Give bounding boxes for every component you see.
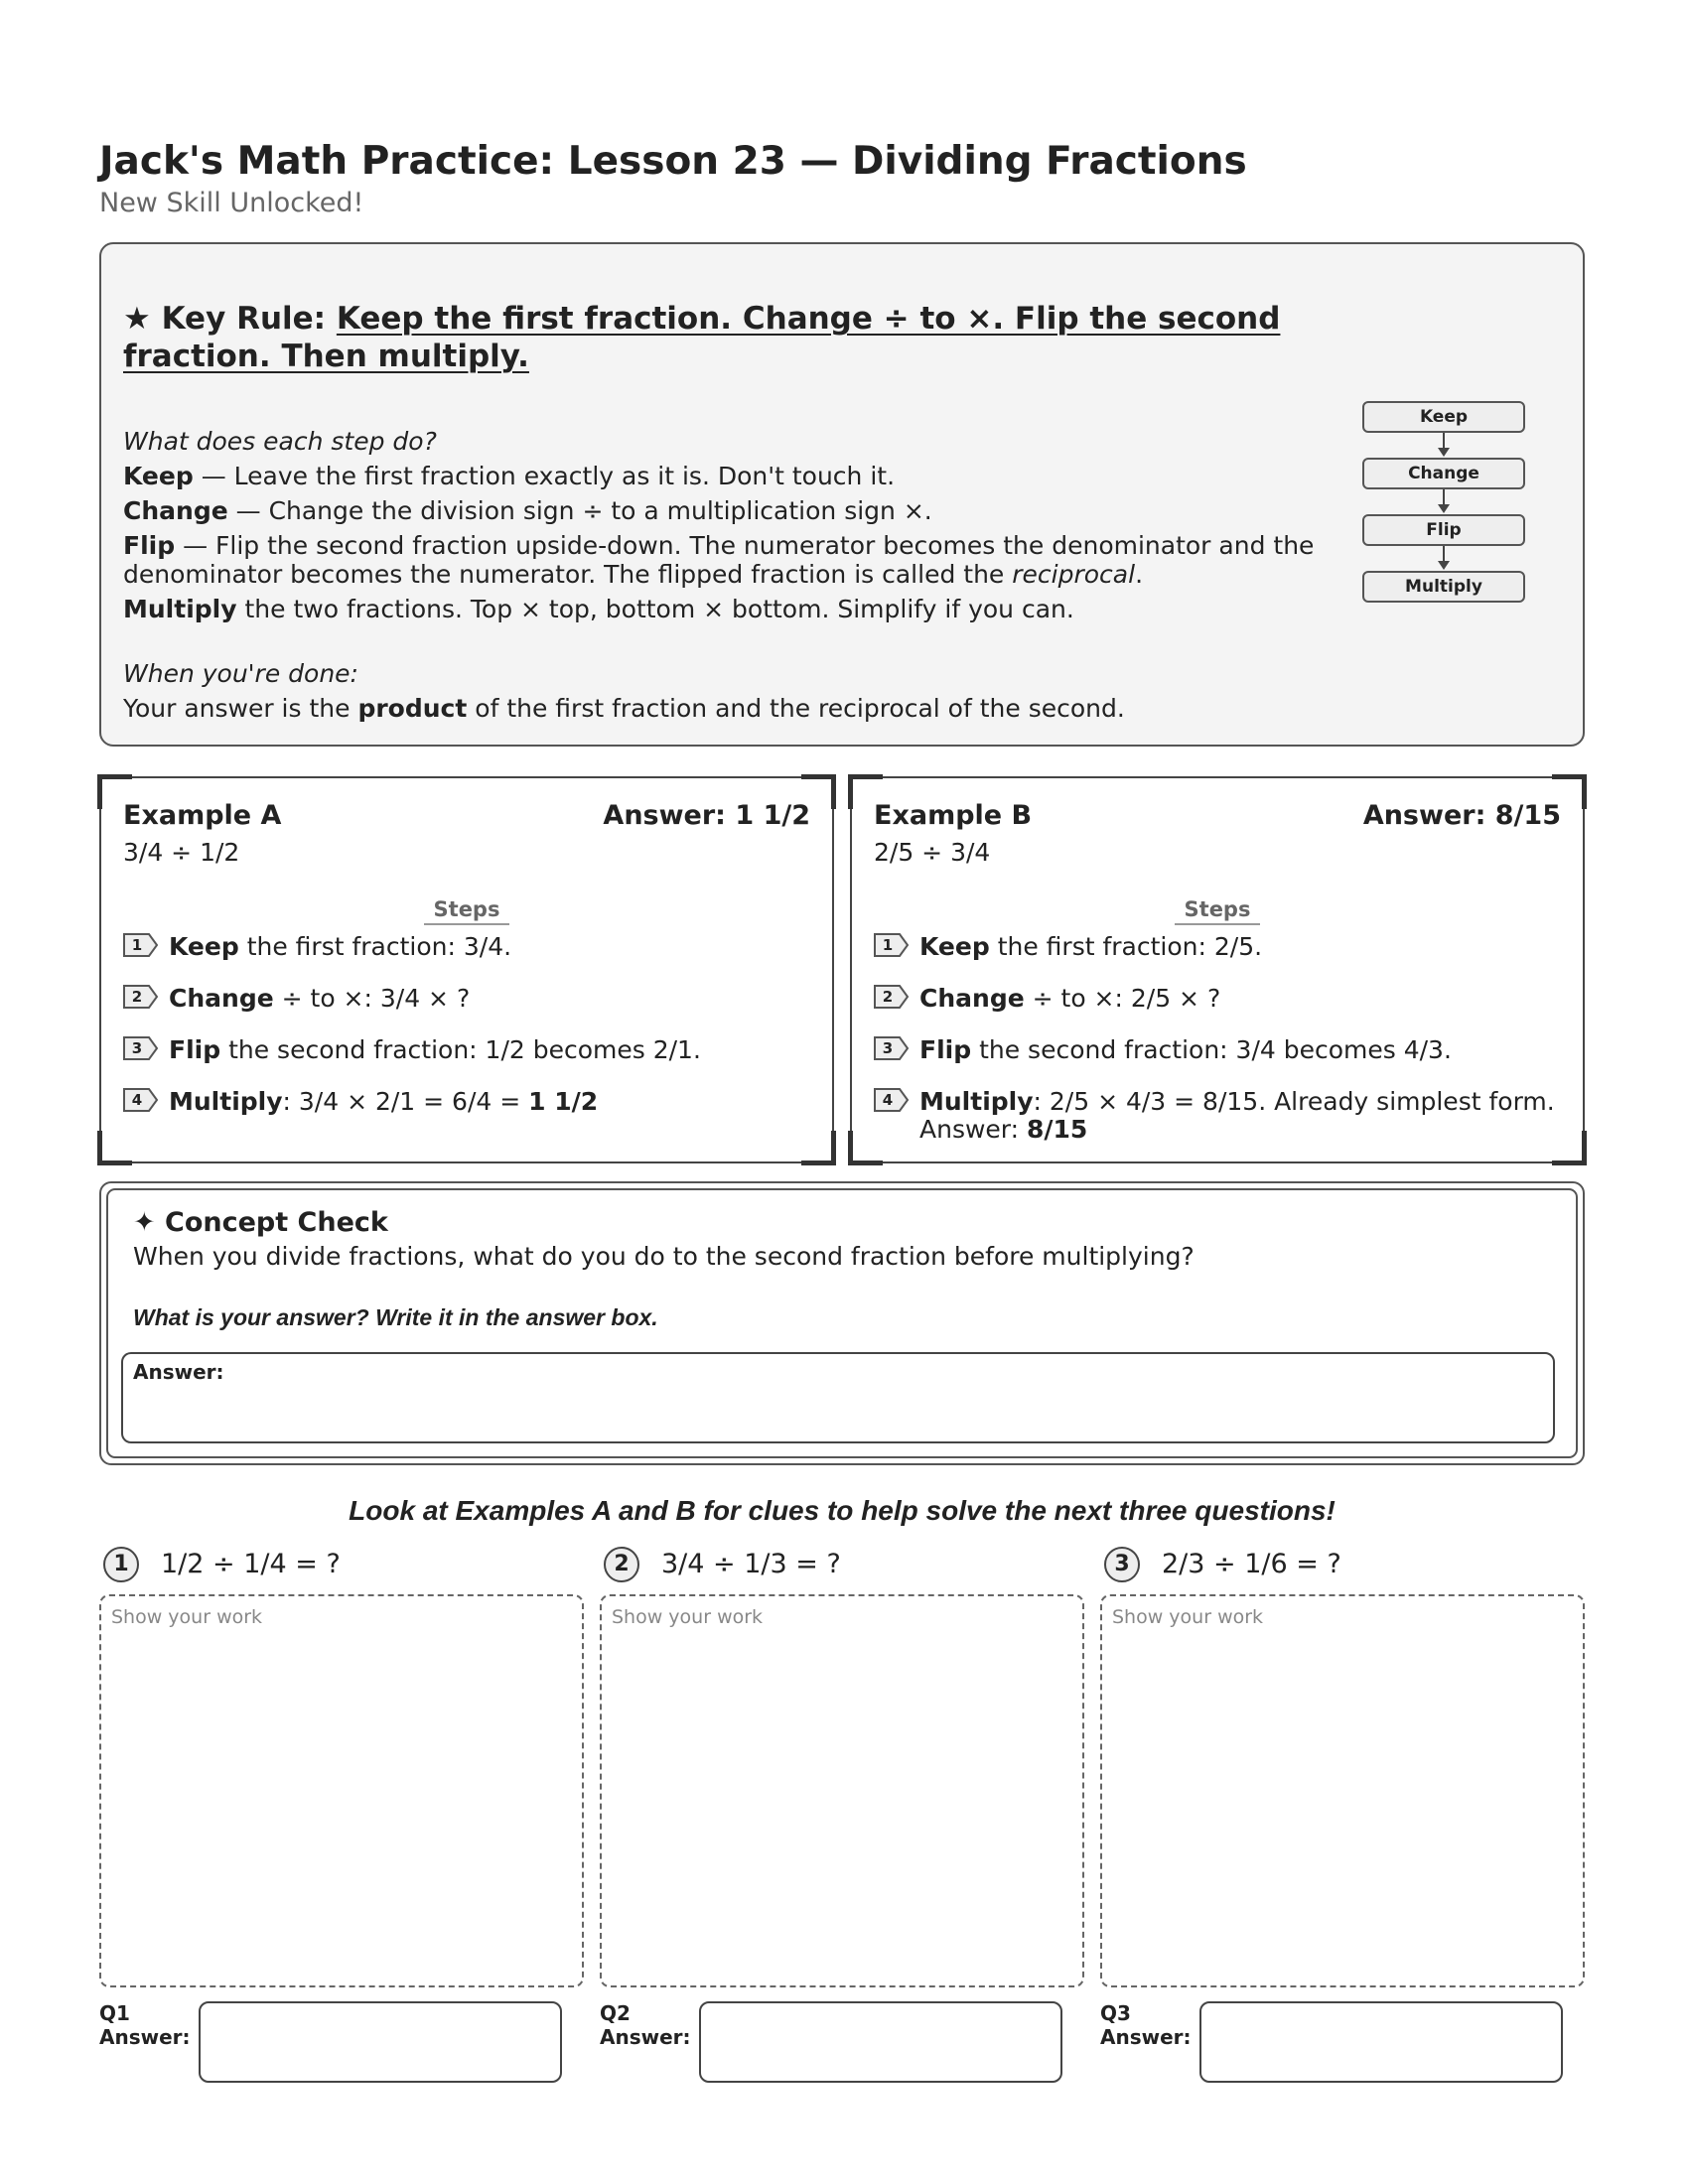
answer-box[interactable] [1199, 2001, 1563, 2083]
change-text: — Change the division sign ÷ to a multiplication sign ×. [227, 496, 932, 525]
key-rule-prefix: ★ Key Rule: [123, 301, 337, 337]
hint-text: Look at Examples A and B for clues to help solve the next three questions! [349, 1495, 1336, 1526]
page-subtitle: New Skill Unlocked! [99, 188, 364, 218]
step-badge-icon: 3 [874, 1036, 910, 1060]
example-answer: Answer: 8/15 [1362, 800, 1561, 831]
done-label: When you're done: [123, 659, 358, 688]
multiply-explanation [123, 595, 1384, 623]
question-3 [1100, 1545, 1587, 2049]
flow-arrow-down-icon [1362, 433, 1525, 458]
example-step [123, 1088, 810, 1116]
step-term: Multiply [169, 1087, 283, 1116]
step-term: Flip [919, 1035, 972, 1064]
example-step [123, 985, 810, 1013]
example-a-box [99, 776, 834, 1163]
step-text: : 2/5 × 4/3 = 8/15. Already simplest form. Answer: [919, 1087, 1555, 1144]
key-rule-explanation [123, 427, 1384, 729]
step-bold-end: 1 1/2 [528, 1087, 599, 1116]
key-rule-box [99, 242, 1585, 747]
work-placeholder: Show your work [111, 1606, 263, 1628]
product-term: product [357, 694, 468, 723]
example-header [874, 800, 1561, 834]
concept-check-prompt: What is your answer? Write it in the answer box. [133, 1304, 658, 1330]
example-step [874, 1036, 1561, 1064]
step-badge-icon: 2 [874, 985, 910, 1009]
work-placeholder: Show your work [1112, 1606, 1264, 1628]
keep-text: — Leave the first fraction exactly as it is. Don't touch it. [193, 462, 896, 490]
answer-box[interactable] [199, 2001, 562, 2083]
example-b-box [850, 776, 1585, 1163]
flow-arrow-down-icon [1362, 546, 1525, 571]
flow-node-keep: Keep [1362, 401, 1525, 433]
steps-label: Steps [424, 897, 510, 925]
keep-term: Keep [123, 462, 194, 490]
example-step [123, 933, 810, 961]
answer-label: Q1 Answer: [99, 2001, 191, 2049]
step-badge-icon: 4 [874, 1088, 910, 1112]
example-problem: 2/5 ÷ 3/4 [874, 838, 991, 867]
concept-check-box [99, 1181, 1585, 1465]
flow-arrow-down-icon [1362, 489, 1525, 514]
step-badge-icon: 3 [123, 1036, 159, 1060]
example-title: Example B [874, 800, 1033, 831]
step-text: the first fraction: 2/5. [989, 932, 1263, 961]
work-area[interactable] [99, 1594, 584, 1987]
flow-node-change: Change [1362, 458, 1525, 489]
question-number-badge: 3 [1104, 1547, 1140, 1582]
concept-check-title: ✦ Concept Check [133, 1207, 388, 1238]
flip-explanation [123, 531, 1384, 589]
concept-check-question: When you divide fractions, what do you do to the second fraction before multiplying? [133, 1242, 1195, 1271]
work-placeholder: Show your work [612, 1606, 764, 1628]
step-term: Change [169, 984, 274, 1013]
flip-term: Flip [123, 531, 176, 560]
answer-label: Q3 Answer: [1100, 2001, 1192, 2049]
example-steps [874, 933, 1561, 1167]
example-step [874, 1088, 1561, 1144]
step-text: the first fraction: 3/4. [238, 932, 512, 961]
done-explanation [123, 694, 1384, 723]
step-term: Flip [169, 1035, 221, 1064]
key-rule-text: Keep the first fraction. Change ÷ to ×. Flip the second fraction. Then multiply. [123, 301, 1281, 374]
step-text: ÷ to ×: 2/5 × ? [1024, 984, 1221, 1013]
question-1 [99, 1545, 586, 2049]
reciprocal-term: reciprocal [1012, 560, 1136, 589]
question-2 [600, 1545, 1086, 2049]
step-text: ÷ to ×: 3/4 × ? [273, 984, 471, 1013]
done-text-2: of the first fraction and the reciprocal of the second. [467, 694, 1125, 723]
step-term: Keep [919, 932, 990, 961]
key-rule-title [123, 300, 1374, 375]
step-badge-icon: 2 [123, 985, 159, 1009]
question-text: 1/2 ÷ 1/4 = ? [161, 1549, 341, 1579]
done-text-1: Your answer is the [123, 694, 358, 723]
step-badge-icon: 1 [123, 933, 159, 957]
work-area[interactable] [1100, 1594, 1585, 1987]
flip-end: . [1135, 560, 1144, 589]
change-term: Change [123, 496, 228, 525]
question-number-badge: 2 [604, 1547, 639, 1582]
example-title: Example A [123, 800, 282, 831]
steps-label: Steps [1175, 897, 1261, 925]
step-text: : 3/4 × 2/1 = 6/4 = [282, 1087, 529, 1116]
step-text: the second fraction: 3/4 becomes 4/3. [971, 1035, 1452, 1064]
multiply-term: Multiply [123, 595, 237, 623]
question-number-badge: 1 [103, 1547, 139, 1582]
question-text: 3/4 ÷ 1/3 = ? [661, 1549, 841, 1579]
keep-explanation [123, 462, 1384, 490]
example-step [874, 933, 1561, 961]
answer-box[interactable] [699, 2001, 1062, 2083]
example-steps [123, 933, 810, 1140]
change-explanation [123, 496, 1384, 525]
concept-answer-box[interactable] [121, 1352, 1555, 1443]
work-area[interactable] [600, 1594, 1084, 1987]
answer-label: Q2 Answer: [600, 2001, 691, 2049]
steps-flowchart [1362, 401, 1531, 603]
step-bold-end: 8/15 [1027, 1115, 1088, 1144]
step-badge-icon: 4 [123, 1088, 159, 1112]
step-term: Change [919, 984, 1025, 1013]
example-step [123, 1036, 810, 1064]
example-header [123, 800, 810, 834]
example-answer: Answer: 1 1/2 [603, 800, 810, 831]
flow-node-multiply: Multiply [1362, 571, 1525, 603]
multiply-text: the two fractions. Top × top, bottom × bottom. Simplify if you can. [236, 595, 1074, 623]
step-badge-icon: 1 [874, 933, 910, 957]
step-term: Multiply [919, 1087, 1034, 1116]
flow-node-flip: Flip [1362, 514, 1525, 546]
question-text: 2/3 ÷ 1/6 = ? [1162, 1549, 1341, 1579]
step-term: Keep [169, 932, 239, 961]
worksheet [99, 137, 1589, 2049]
page-title: Jack's Math Practice: Lesson 23 — Dividing Fractions [99, 139, 1247, 184]
concept-answer-label: Answer: [133, 1360, 224, 1384]
example-problem: 3/4 ÷ 1/2 [123, 838, 240, 867]
flip-text: — Flip the second fraction upside-down. The numerator becomes the denominator and the denominator becomes the numerator. The flipped fraction is called the [123, 531, 1315, 589]
example-step [874, 985, 1561, 1013]
step-text: the second fraction: 1/2 becomes 2/1. [220, 1035, 701, 1064]
step-question: What does each step do? [123, 427, 437, 456]
